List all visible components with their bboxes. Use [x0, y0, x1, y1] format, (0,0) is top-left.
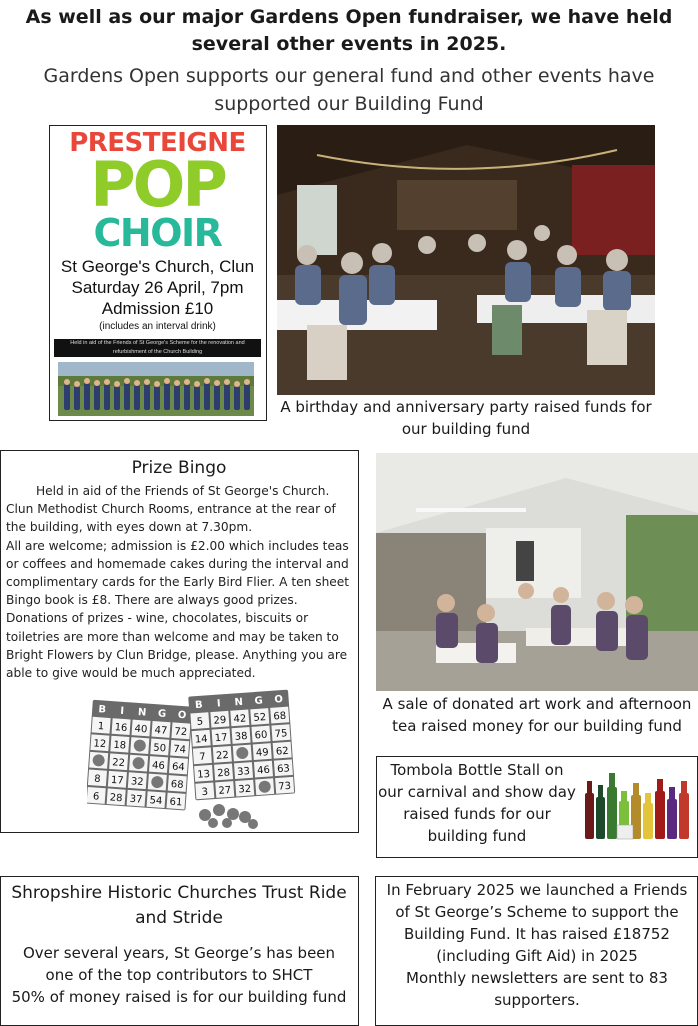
- bingo-paragraph: Clun Methodist Church Rooms, entrance at the rear of the building, with eyes down at 7.30pm.: [6, 502, 336, 535]
- bingo-letter: O: [274, 694, 284, 706]
- bingo-number: 47: [154, 724, 168, 737]
- poster-interval-drink: (includes an interval drink): [99, 321, 216, 332]
- bingo-number: 32: [238, 783, 252, 796]
- friends-scheme-panel: [375, 876, 698, 1026]
- choir-poster: [49, 125, 267, 421]
- bingo-letter: B: [98, 704, 107, 716]
- bingo-number: 29: [213, 714, 227, 727]
- party-caption: A birthday and anniversary party raised funds for our building fund: [280, 398, 652, 438]
- bingo-number: 37: [129, 793, 143, 806]
- bingo-number: 49: [255, 747, 270, 760]
- bingo-number: 46: [256, 764, 271, 777]
- bingo-letter: O: [177, 709, 187, 722]
- poster-venue: St George's Church, Clun: [60, 257, 255, 276]
- bingo-number: 27: [218, 785, 232, 797]
- shct-panel: [0, 876, 359, 1026]
- bingo-number: 62: [275, 745, 290, 758]
- party-hall-photo: [277, 125, 655, 395]
- bingo-number: 3: [201, 786, 209, 799]
- poster-choir-title: CHOIR: [93, 211, 222, 255]
- bingo-letter: I: [119, 705, 125, 717]
- headline: As well as our major Gardens Open fundraiser, we have held several other events in 2025.: [25, 6, 673, 55]
- bingo-number: 32: [130, 776, 144, 789]
- friends-scheme-text: In February 2025 we launched a Friends of St George’s Scheme to support the Building Fund. It has raised £18752 (including Gift Aid) in 2025: [386, 881, 688, 965]
- bingo-number: 64: [171, 761, 186, 774]
- bingo-description: [6, 482, 351, 682]
- shct-body: [7, 942, 351, 1008]
- bingo-number: 38: [234, 730, 248, 743]
- bingo-cards-illustration: [87, 687, 297, 829]
- shct-contribution-text: Over several years, St George’s has been one of the top contributors to SHCT: [22, 944, 336, 984]
- bingo-number: 54: [149, 795, 163, 808]
- bingo-number: 22: [215, 749, 230, 762]
- bingo-number: 16: [114, 722, 128, 735]
- art-sale-photo: [376, 453, 698, 691]
- bingo-number: 28: [109, 792, 123, 805]
- tombola-panel: [376, 756, 698, 858]
- subheadline: Gardens Open supports our general fund and other events have supported our Building Fund: [43, 65, 655, 115]
- bingo-letter: N: [234, 696, 244, 709]
- poster-pop-title: POP: [90, 148, 225, 221]
- bingo-number: 40: [134, 723, 148, 736]
- tombola-text: Tombola Bottle Stall on our carnival and show day raised funds for our building fund: [378, 761, 576, 845]
- bingo-number: 1: [97, 721, 105, 733]
- bingo-number: 61: [169, 796, 183, 809]
- poster-date: Saturday 26 April, 7pm: [71, 278, 244, 297]
- bingo-number: 8: [93, 773, 101, 786]
- bingo-number: 73: [278, 780, 292, 793]
- bingo-number: 18: [113, 739, 127, 752]
- bingo-number: 6: [92, 791, 100, 803]
- bingo-number: 52: [253, 712, 267, 724]
- bingo-number: 72: [174, 726, 188, 739]
- bingo-number: 60: [254, 729, 268, 742]
- bingo-letter: I: [216, 698, 222, 710]
- bingo-number: 17: [214, 732, 228, 745]
- friends-scheme-body: [380, 879, 694, 1011]
- bingo-number: 42: [233, 713, 247, 726]
- bingo-title: Prize Bingo: [131, 458, 227, 478]
- bingo-number: 28: [216, 767, 231, 780]
- bingo-letter: G: [157, 708, 167, 720]
- poster-fine-print: Held in aid of the Friends of St George's Scheme for the renovation and refurbishment of the Church Building: [54, 339, 261, 357]
- poster-presteigne-title: PRESTEIGNE: [69, 128, 246, 158]
- bingo-number: 5: [196, 716, 204, 728]
- poster-admission: Admission £10: [101, 299, 214, 318]
- bingo-number: 13: [196, 768, 211, 781]
- shct-building-fund-text: 50% of money raised is for our building fund: [11, 988, 347, 1006]
- bingo-paragraph: Held in aid of the Friends of St George's Church.: [36, 484, 330, 498]
- bingo-number: 17: [110, 774, 125, 787]
- bingo-number: 63: [276, 763, 291, 776]
- bingo-paragraph: All are welcome; admission is £2.00 which includes teas or coffees and homemade cakes during the interval and complimentary cards for the Early Bird Flier. A ten sheet Bingo book is £8. There are always good prizes. Donations of prizes - wine, chocolates, biscuits or toiletries are more than welcome and may be taken to Bright Flowers by Clun Bridge, please. Anything you are able to give would be much appreciated.: [6, 538, 350, 681]
- bingo-card-right: [188, 690, 295, 801]
- bingo-number: 75: [274, 728, 288, 741]
- shct-title: Shropshire Historic Churches Trust Ride and Stride: [11, 883, 347, 928]
- bingo-number: 33: [236, 766, 251, 778]
- art-sale-caption: A sale of donated art work and afternoon tea raised money for our building fund: [382, 695, 692, 735]
- bingo-number: 22: [111, 757, 126, 770]
- bingo-number: 14: [194, 733, 208, 746]
- bingo-letter: G: [254, 695, 264, 707]
- bingo-letter: B: [194, 699, 204, 712]
- bingo-panel: [0, 450, 359, 833]
- newsletter-text: Monthly newsletters are sent to 83 supporters.: [406, 969, 668, 1009]
- choir-group-photo: [58, 362, 254, 416]
- bingo-number: 74: [172, 743, 187, 756]
- bingo-number: 68: [170, 779, 184, 791]
- bingo-card-left: [87, 700, 193, 811]
- bingo-letter: N: [137, 706, 147, 719]
- bingo-number: 12: [93, 738, 107, 751]
- bottles-illustration: [581, 767, 693, 841]
- bingo-number: 68: [273, 710, 287, 723]
- bingo-number: 50: [152, 742, 167, 755]
- bingo-number: 46: [151, 760, 166, 772]
- bingo-number: 7: [198, 751, 207, 763]
